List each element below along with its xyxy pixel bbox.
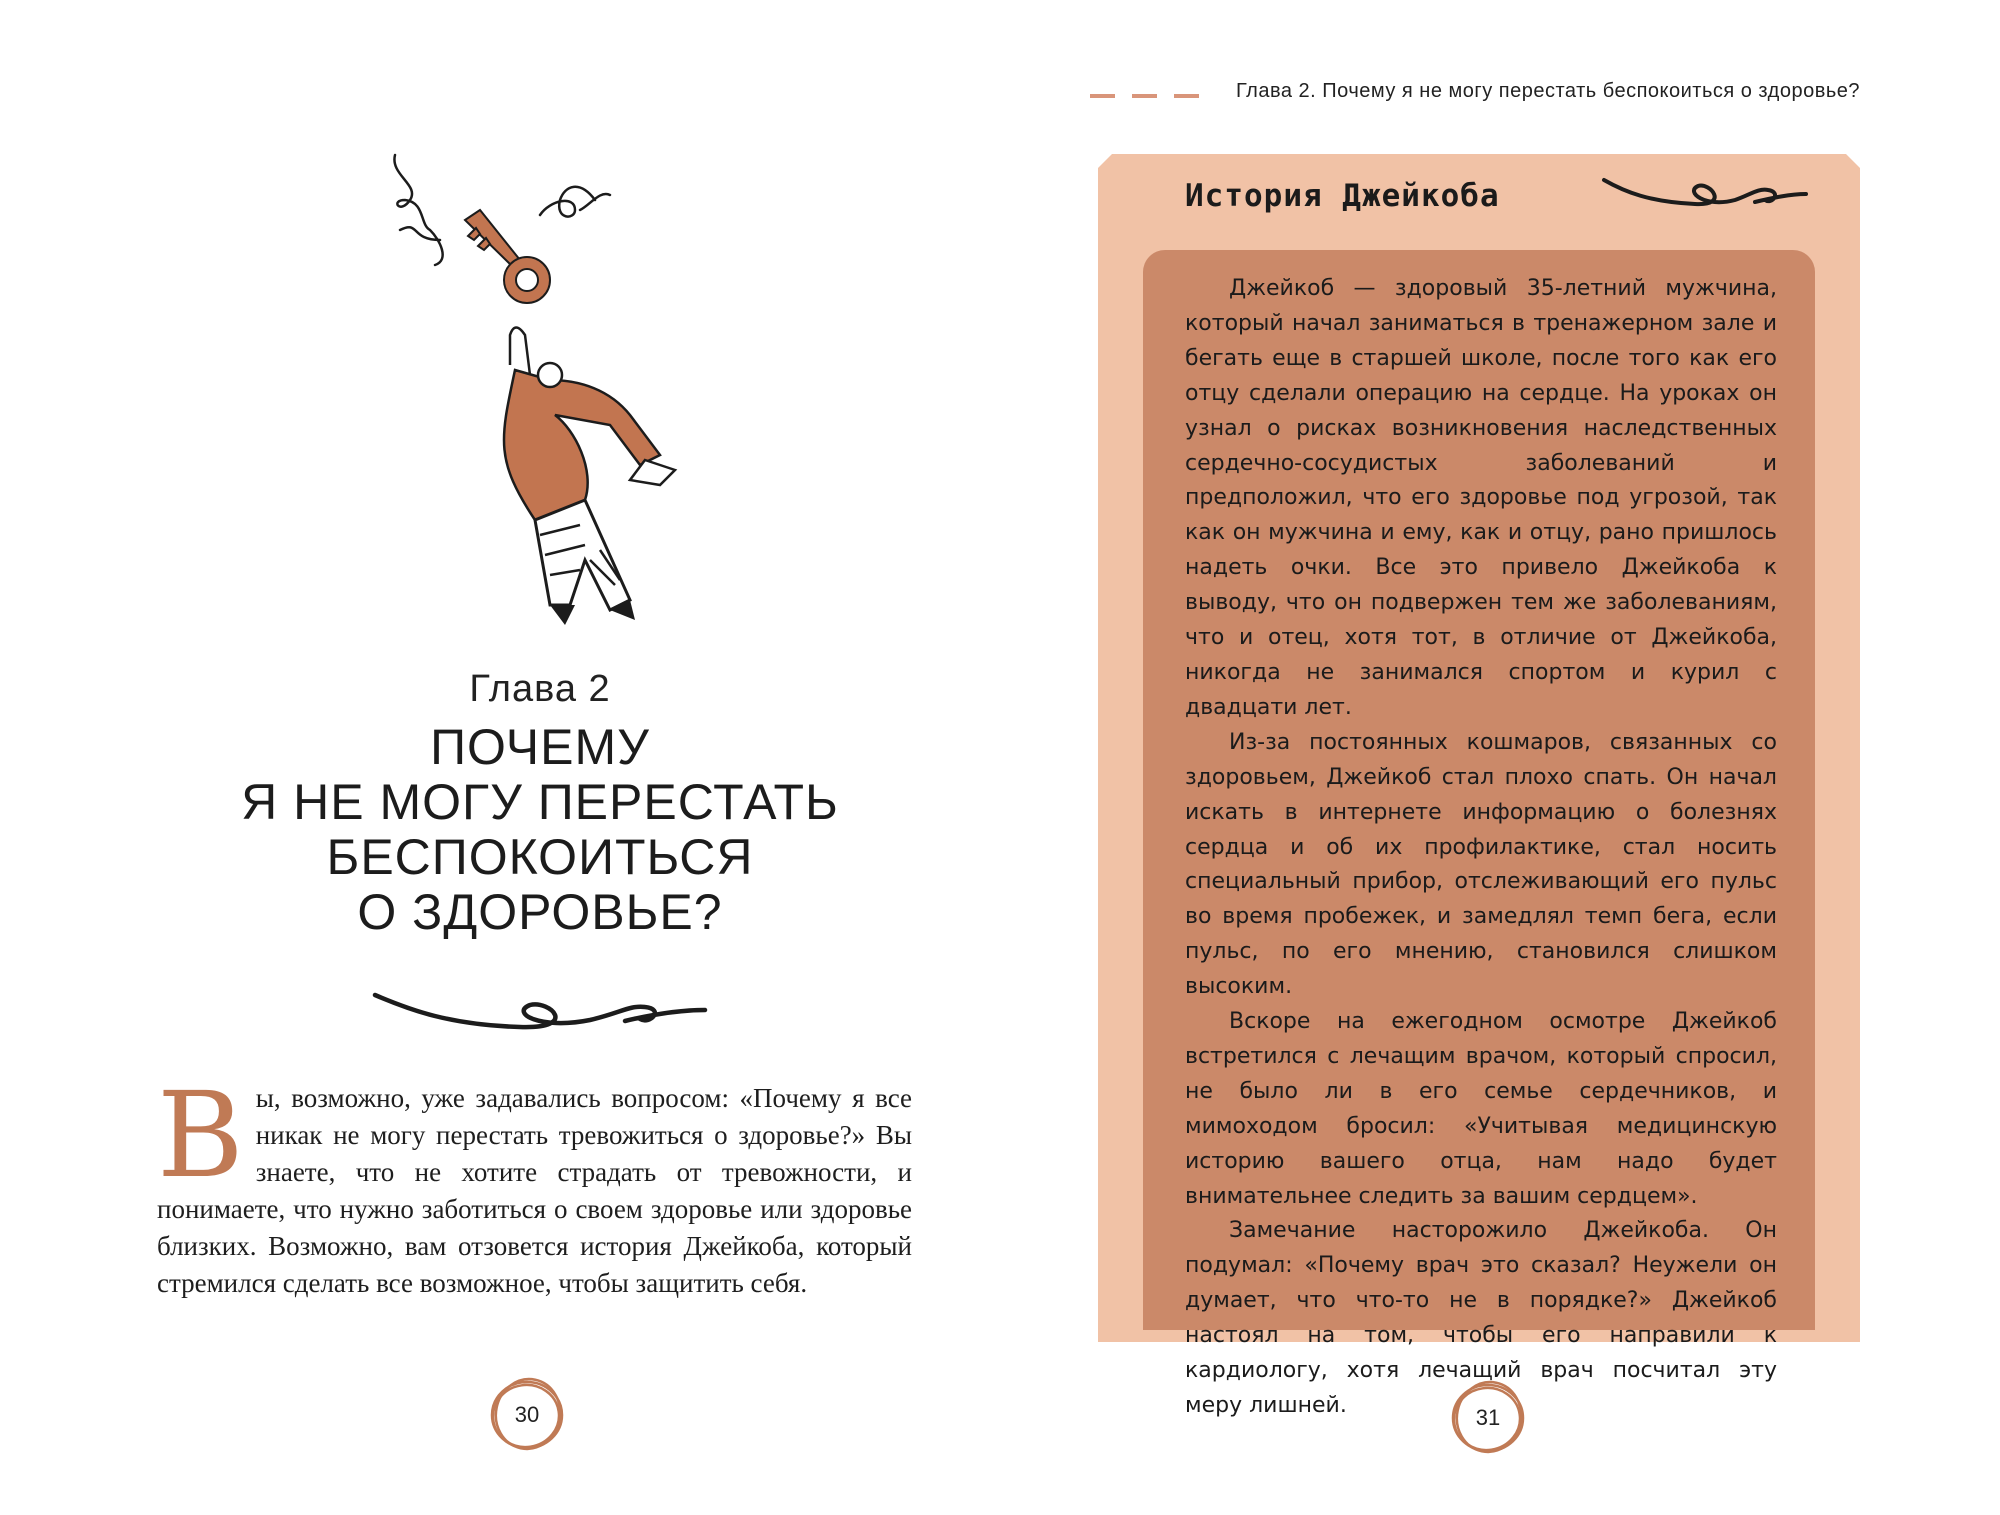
story-paragraph: Из-за постоянных кошмаров, связанных со здоровьем, Джейкоб стал плохо спать. Он начал искать в интернете информацию о болезнях сердца и об их профилактике, стал носить специальный прибор, отслеживающий его пульс во время пробежек, и замедлял темп бега, если пульс, по его мнению, становился слишком высоким. [1185,729,1777,1000]
box-title: История Джейкоба [1185,178,1500,214]
flourish-ornament-icon [370,985,710,1045]
page-number [487,1375,567,1455]
running-header [1090,80,1880,110]
intro-text: ы, возможно, уже задавались вопросом: «Почему я все никак не могу перестать тревожиться о здоровье?» Вы знаете, что не хотите страдать от тревожности, и понимаете, что нужно заботиться о своем здоровье или здоровье близких. Возможно, вам отзовется история Джейкоба, который стремился сделать все возможное, чтобы защитить себя. [157,1083,912,1298]
story-paragraph: Джейкоб — здоровый 35-летний мужчина, который начал заниматься в тренажерном зале и бегать еще в старшей школе, после того как его отцу сделали операцию на сердце. На уроках он узнал о рисках возникновения наследственных сердечно-сосудистых заболеваний и предположил, что его здоровье под угрозой, так как он мужчина и ему, как и отцу, рано пришлось надеть очки. Все это привело Джейкоба к выводу, что он подвержен тем же заболеваниям, что и отец, хотя тот, в отличие от Джейкоба, никогда не занимался спортом и курил с двадцати лет. [1185,276,1777,720]
running-header-text: Глава 2. Почему я не могу перестать беспокоиться о здоровье? [1235,80,1860,102]
key-and-man-illustration [380,140,720,660]
page-number-text: 31 [1475,1405,1501,1430]
chapter-title [0,720,1080,940]
chapter-label: Глава 2 [469,668,611,710]
title-line: Я НЕ МОГУ ПЕРЕСТАТЬ [241,774,839,830]
story-paragraph: Вскоре на ежегодном осмотре Джейкоб встретился с лечащим врачом, который спросил, не было ли в его семье сердечников, и мимоходом бросил: «Учитывая медицинскую историю вашего отца, нам надо будет внимательнее следить за вашим сердцем». [1185,1009,1777,1209]
story-paragraph: Замечание насторожило Джейкоба. Он подумал: «Почему врач это сказал? Неужели он думает, что что-то не в порядке?» Джейкоб настоял на том, чтобы его направили к кардиологу, хотя лечащий врач посчитал эту меру лишней. [1185,1218,1777,1418]
title-line: О ЗДОРОВЬЕ? [357,884,723,940]
drop-cap: В [157,1066,244,1204]
title-line: ПОЧЕМУ [430,719,650,775]
intro-paragraph [157,1066,912,1302]
title-line: БЕСПОКОИТЬСЯ [326,829,754,885]
page-number-text: 30 [514,1402,540,1427]
story-text [1185,272,1777,1424]
flourish-ornament-icon [1600,170,1810,220]
dash-line-icon [1090,92,1200,100]
page-number [1448,1378,1528,1458]
